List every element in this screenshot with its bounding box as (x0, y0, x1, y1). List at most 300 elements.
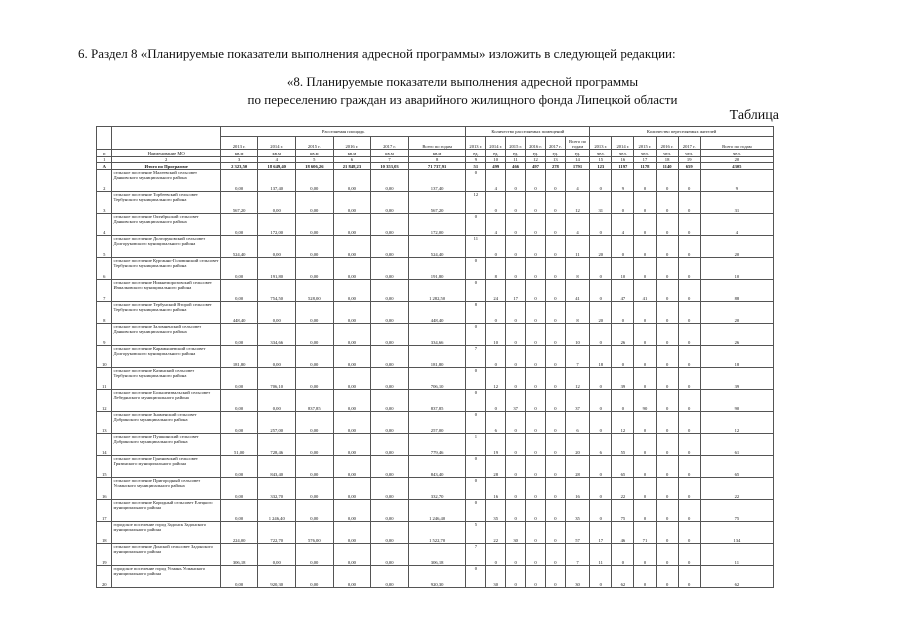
cell-name: сельское поселение Коридный сельсовет Елецкого муниципального района (112, 500, 220, 522)
cell-value: 0 (466, 500, 486, 522)
cell-value: 28 (486, 456, 506, 478)
table-row (97, 214, 774, 236)
cell-value: 0 (590, 214, 612, 236)
cell-value: 837,85 (296, 390, 334, 412)
cell-name: сельское поселение Пушкинский сельсовет Добринского муниципального района (112, 434, 220, 456)
cell-value: 0,00 (220, 258, 258, 280)
cell-value: 0 (678, 522, 700, 544)
cell-value: 0 (545, 544, 565, 566)
cell-value: 0 (506, 302, 526, 324)
cell-value: 0 (612, 544, 634, 566)
cell-value: 837,85 (408, 390, 466, 412)
cell-value: 0 (678, 214, 700, 236)
cell-value: 0 (634, 434, 656, 456)
cell-value: 16 (612, 157, 634, 163)
cell-value: 0 (678, 544, 700, 566)
cell-value: 19 (678, 157, 700, 163)
cell-name: городское поселение город Задонск Задонского муниципального района (112, 522, 220, 544)
cell-name: сельское поселение Нижнеморозовский сельсовет Измалковского муниципального района (112, 280, 220, 302)
header-group-resettled-area: Расселяемая площадь (220, 127, 466, 137)
cell-value: 0 (545, 434, 565, 456)
cell-name: городское поселение город Усмань Усманского муниципального района (112, 566, 220, 588)
cell-value: 0 (506, 170, 526, 192)
table-row (97, 500, 774, 522)
table-row (97, 566, 774, 588)
cell-value: 0 (506, 456, 526, 478)
cell-value: 0 (656, 434, 678, 456)
cell-value: 0,00 (296, 302, 334, 324)
cell-value: 0,00 (296, 478, 334, 500)
table-row (97, 412, 774, 434)
header-group-premises: Количество расселяемых помещений (466, 127, 590, 137)
cell-value: 0,00 (220, 368, 258, 390)
cell-value: 0 (656, 412, 678, 434)
table-row (97, 544, 774, 566)
cell-value: 0,00 (371, 456, 409, 478)
cell-value: 0,00 (333, 522, 371, 544)
header-year: 2015 г. (296, 137, 334, 150)
cell-value: 12 (700, 412, 773, 434)
cell-value: 0,00 (296, 170, 334, 192)
cell-value: 0 (526, 258, 546, 280)
cell-value: 0 (526, 500, 546, 522)
cell-value: 0 (466, 412, 486, 434)
cell-value: 2 323,50 (220, 163, 258, 170)
cell-value: 0 (590, 412, 612, 434)
cell-value: 4 (486, 214, 506, 236)
cell-value: 0 (634, 456, 656, 478)
cell-value: 0 (506, 544, 526, 566)
cell-value: 10 353,03 (371, 163, 409, 170)
cell-value: 0,00 (296, 214, 334, 236)
header-row-groups (97, 127, 774, 137)
cell-value: 0 (526, 522, 546, 544)
cell-value: 0 (486, 346, 506, 368)
cell-value: 332,70 (408, 478, 466, 500)
cell-value: 0,00 (333, 214, 371, 236)
header-year: 2016 г. (656, 137, 678, 150)
cell-value: 0 (526, 280, 546, 302)
cell-value: 75 (700, 500, 773, 522)
cell-number: 7 (97, 280, 112, 302)
header-unit: ед. (506, 150, 526, 157)
cell-number: 17 (97, 500, 112, 522)
cell-name: сельское поселение Донской сельсовет Задонского муниципального района (112, 544, 220, 566)
table-row (97, 478, 774, 500)
cell-value: 779,46 (408, 434, 466, 456)
cell-value: 0,00 (296, 258, 334, 280)
cell-value: 0,00 (333, 566, 371, 588)
cell-value: 3 (220, 157, 258, 163)
header-cell (97, 127, 112, 150)
cell-number: 11 (97, 368, 112, 390)
cell-value: 0 (545, 302, 565, 324)
table-row (97, 346, 774, 368)
cell-value: 0 (526, 214, 546, 236)
cell-value: 0 (590, 324, 612, 346)
cell-value: 843,40 (258, 456, 296, 478)
cell-value: 1140 (656, 163, 678, 170)
cell-value: 0 (466, 368, 486, 390)
table-row (97, 280, 774, 302)
cell-name: сельское поселение Октябрьский сельсовет Данковского муниципального района (112, 214, 220, 236)
cell-value: 0,00 (220, 390, 258, 412)
cell-value: 172,00 (258, 214, 296, 236)
cell-value: 0 (656, 324, 678, 346)
cell-value: 8 (408, 157, 466, 163)
cell-value: 12 (565, 192, 589, 214)
cell-value: 0 (678, 346, 700, 368)
cell-value: 0 (590, 566, 612, 588)
cell-value: 0 (466, 390, 486, 412)
cell-value: 12 (565, 368, 589, 390)
cell-name: сельское поселение Большеизвальский сельсовет Лебедянского муниципального района (112, 390, 220, 412)
cell-value: 0 (526, 324, 546, 346)
cell-value: 0 (545, 236, 565, 258)
cell-value: 88 (700, 280, 773, 302)
cell-value: 0 (612, 192, 634, 214)
cell-value: 11 (565, 236, 589, 258)
cell-number: 20 (97, 566, 112, 588)
cell-value: 37 (565, 390, 589, 412)
cell-value: 46 (612, 522, 634, 544)
cell-value: 0 (612, 236, 634, 258)
cell-value: 17 (590, 522, 612, 544)
cell-value: 0 (506, 236, 526, 258)
cell-value: 0 (545, 500, 565, 522)
cell-value: 18 649,40 (258, 163, 296, 170)
cell-value: 0 (545, 456, 565, 478)
cell-value: 26 (700, 324, 773, 346)
cell-value: 524,40 (220, 236, 258, 258)
cell-value: 18 (590, 346, 612, 368)
cell-value: 8 (466, 302, 486, 324)
cell-number: 6 (97, 258, 112, 280)
cell-value: 0 (466, 324, 486, 346)
cell-value: 0 (506, 192, 526, 214)
cell-value: 41 (634, 280, 656, 302)
cell-value: 4 (565, 214, 589, 236)
cell-value: 0,00 (371, 412, 409, 434)
header-year: 2014 г. (258, 137, 296, 150)
cell-value: 71 (634, 522, 656, 544)
cell-value: 6 (486, 412, 506, 434)
cell-value: 0 (466, 280, 486, 302)
cell-value: 0,00 (371, 324, 409, 346)
cell-value: 71 737,91 (408, 163, 466, 170)
cell-value: 0 (678, 236, 700, 258)
cell-value: 5 (466, 522, 486, 544)
cell-value: 0 (526, 368, 546, 390)
cell-value: 0 (486, 390, 506, 412)
cell-value: 51,00 (220, 434, 258, 456)
cell-value: 191,80 (408, 258, 466, 280)
cell-number: 16 (97, 478, 112, 500)
cell-value: 0 (526, 544, 546, 566)
cell-value: 39 (700, 368, 773, 390)
cell-number: 13 (97, 412, 112, 434)
cell-value: 0 (545, 478, 565, 500)
cell-number: 5 (97, 236, 112, 258)
cell-value: 0 (656, 346, 678, 368)
header-unit: чел. (656, 150, 678, 157)
header-year: 2013 г. (590, 137, 612, 150)
cell-value: 0 (526, 456, 546, 478)
cell-name: сельское поселение Тербунский Второй сельсовет Тербунского муниципального района (112, 302, 220, 324)
cell-value: 0 (678, 170, 700, 192)
cell-value: 0 (656, 170, 678, 192)
cell-value: 0 (545, 214, 565, 236)
cell-value: 524,40 (408, 236, 466, 258)
cell-value: 0,00 (333, 412, 371, 434)
cell-value: 0 (590, 390, 612, 412)
cell-value: 0,00 (371, 434, 409, 456)
cell-value: 10 (700, 258, 773, 280)
cell-name: Итого по Программе (112, 163, 220, 170)
cell-value: 257,00 (408, 412, 466, 434)
cell-value: 20 (700, 157, 773, 163)
section-title-line-2: по переселению граждан из аварийного жилищного фонда Липецкой области (247, 92, 678, 107)
cell-value: 19 (486, 434, 506, 456)
cell-value: 0,00 (296, 500, 334, 522)
cell-value: 0 (526, 192, 546, 214)
cell-value: 0 (506, 214, 526, 236)
cell-value: 10 (612, 258, 634, 280)
cell-value: 1791 (565, 163, 589, 170)
cell-value: 14 (565, 157, 589, 163)
cell-value: 0 (506, 324, 526, 346)
cell-value: 0 (634, 324, 656, 346)
cell-value: 9 (700, 170, 773, 192)
cell-value: 0 (590, 258, 612, 280)
cell-value: 1 246,40 (258, 500, 296, 522)
cell-value: 30 (506, 522, 526, 544)
cell-value: 37 (506, 390, 526, 412)
cell-value: 10 (565, 324, 589, 346)
cell-value: 16 (565, 478, 589, 500)
cell-value: 0,00 (371, 368, 409, 390)
cell-value: 0 (656, 192, 678, 214)
header-unit: кв.м (408, 150, 466, 157)
table-row (97, 368, 774, 390)
header-year: Всего по годам (565, 137, 589, 150)
cell-value: 0,00 (258, 544, 296, 566)
cell-value: 4 (565, 170, 589, 192)
cell-value: 0,00 (258, 302, 296, 324)
cell-name: сельское поселение Долгоруковский сельсовет Долгоруковского муниципального района (112, 236, 220, 258)
cell-value: 0 (486, 302, 506, 324)
cell-value: 35 (565, 500, 589, 522)
cell-value: 0,00 (333, 280, 371, 302)
cell-value: 0 (506, 566, 526, 588)
cell-value: 0 (526, 566, 546, 588)
cell-value: 12 (526, 157, 546, 163)
table-row (97, 302, 774, 324)
cell-value: 278 (545, 163, 565, 170)
cell-value: 0 (656, 500, 678, 522)
cell-value: 0,00 (296, 434, 334, 456)
cell-value: 137,40 (258, 170, 296, 192)
cell-name: сельское поселение Карамышевский сельсовет Долгоруковского муниципального района (112, 346, 220, 368)
cell-value: 21 848,23 (333, 163, 371, 170)
header-name: Наименование МО (112, 150, 220, 157)
cell-value: 0,00 (220, 456, 258, 478)
cell-value: 11 (590, 544, 612, 566)
cell-value: 0 (466, 456, 486, 478)
cell-value: 0,00 (333, 478, 371, 500)
cell-value: 0 (656, 566, 678, 588)
cell-name: сельское поселение Заломненский сельсовет Данковского муниципального района (112, 324, 220, 346)
cell-value: 0 (634, 478, 656, 500)
cell-value: 0 (678, 302, 700, 324)
cell-value: 0 (678, 456, 700, 478)
cell-value: 659 (678, 163, 700, 170)
cell-value: 843,40 (408, 456, 466, 478)
header-year: 2014 г. (612, 137, 634, 150)
cell-value: 6 (333, 157, 371, 163)
cell-value: 62 (700, 566, 773, 588)
cell-name: сельское поселение Курганно-Головинский сельсовет Тербунского муниципального района (112, 258, 220, 280)
cell-value: 0 (656, 280, 678, 302)
cell-value: 0 (506, 368, 526, 390)
cell-value: 0,00 (371, 236, 409, 258)
cell-value: 0 (545, 324, 565, 346)
cell-name: 2 (112, 157, 220, 163)
cell-value: 0 (634, 302, 656, 324)
cell-value: 0 (634, 258, 656, 280)
header-cell (112, 127, 220, 150)
cell-value: 90 (700, 390, 773, 412)
cell-value: 24 (486, 280, 506, 302)
cell-value: 0 (612, 302, 634, 324)
cell-value: 0,00 (333, 324, 371, 346)
cell-value: 0,00 (333, 456, 371, 478)
cell-value: 172,00 (408, 214, 466, 236)
cell-value: 20 (700, 302, 773, 324)
cell-value: 61 (700, 434, 773, 456)
cell-value: 31 (700, 192, 773, 214)
header-year: Всего по годам (700, 137, 773, 150)
cell-value: 31 (590, 192, 612, 214)
cell-value: 0 (545, 258, 565, 280)
cell-value: 0 (506, 258, 526, 280)
cell-value: 0,00 (220, 324, 258, 346)
cell-value: 567,20 (220, 192, 258, 214)
program-table (96, 126, 774, 588)
cell-value: 0,00 (371, 478, 409, 500)
cell-value: 0 (486, 192, 506, 214)
cell-value: 11 (700, 544, 773, 566)
header-year: 2013 г. (466, 137, 486, 150)
cell-value: 0 (678, 324, 700, 346)
cell-value: 51 (466, 163, 486, 170)
cell-value: 306,18 (220, 544, 258, 566)
cell-value: 920,30 (258, 566, 296, 588)
cell-value: 0 (526, 346, 546, 368)
cell-value: 706,10 (258, 368, 296, 390)
header-unit: кв.м (333, 150, 371, 157)
cell-value: 9 (466, 157, 486, 163)
cell-value: 0,00 (258, 390, 296, 412)
header-year: 2013 г. (220, 137, 258, 150)
cell-value: 90 (634, 390, 656, 412)
header-group-residents: Количество переселяемых жителей (590, 127, 774, 137)
cell-value: 0 (545, 280, 565, 302)
cell-number: 4 (97, 214, 112, 236)
cell-value: 0 (678, 500, 700, 522)
cell-value: 0 (634, 170, 656, 192)
cell-value: 0,00 (296, 192, 334, 214)
cell-value: 0 (545, 412, 565, 434)
cell-value: 0 (678, 368, 700, 390)
cell-value: 466 (506, 163, 526, 170)
cell-value: 18 606,26 (296, 163, 334, 170)
cell-value: 0 (634, 368, 656, 390)
cell-value: 181,80 (408, 346, 466, 368)
cell-value: 0,00 (296, 566, 334, 588)
header-year: 2014 г. (486, 137, 506, 150)
cell-value: 1 522,70 (408, 522, 466, 544)
cell-value: 0,00 (333, 302, 371, 324)
cell-value: 0 (590, 478, 612, 500)
cell-value: 728,46 (258, 434, 296, 456)
cell-value: 499 (486, 163, 506, 170)
cell-value: 0 (526, 236, 546, 258)
cell-number: 14 (97, 434, 112, 456)
cell-name: сельское поселение Пригородный сельсовет Усманского муниципального района (112, 478, 220, 500)
cell-value: 0,00 (371, 390, 409, 412)
cell-value: 334,66 (408, 324, 466, 346)
header-year: 2017 г. (545, 137, 565, 150)
cell-value: 28 (565, 456, 589, 478)
cell-value: 0 (656, 214, 678, 236)
cell-value: 0 (678, 478, 700, 500)
cell-value: 7 (565, 544, 589, 566)
cell-value: 0,00 (296, 412, 334, 434)
cell-value: 1197 (612, 163, 634, 170)
table-row (97, 258, 774, 280)
cell-value: 8 (486, 258, 506, 280)
cell-value: 0 (634, 192, 656, 214)
cell-number: 10 (97, 346, 112, 368)
header-unit: ед. (526, 150, 546, 157)
cell-value: 0,00 (333, 170, 371, 192)
table-row (97, 192, 774, 214)
cell-number: 19 (97, 544, 112, 566)
cell-value: 0,00 (220, 170, 258, 192)
cell-value: 0 (612, 346, 634, 368)
cell-value: 181,80 (220, 346, 258, 368)
cell-value: 75 (612, 500, 634, 522)
cell-value: 306,18 (408, 544, 466, 566)
cell-value: 0 (634, 412, 656, 434)
cell-name: сельское поселение Торбеевский сельсовет Тербунского муниципального района (112, 192, 220, 214)
cell-value: 0 (634, 214, 656, 236)
cell-value: 0 (634, 236, 656, 258)
cell-value: 0 (466, 566, 486, 588)
cell-value: 0,00 (371, 500, 409, 522)
cell-value: 20 (590, 302, 612, 324)
cell-value: 0 (526, 434, 546, 456)
cell-value: 1 282,50 (408, 280, 466, 302)
table-row (97, 434, 774, 456)
cell-number: 1 (97, 157, 112, 163)
cell-value: 0,00 (296, 236, 334, 258)
header-n: п (97, 150, 112, 157)
cell-value: 12 (466, 192, 486, 214)
cell-value: 706,10 (408, 368, 466, 390)
cell-value: 8 (565, 302, 589, 324)
